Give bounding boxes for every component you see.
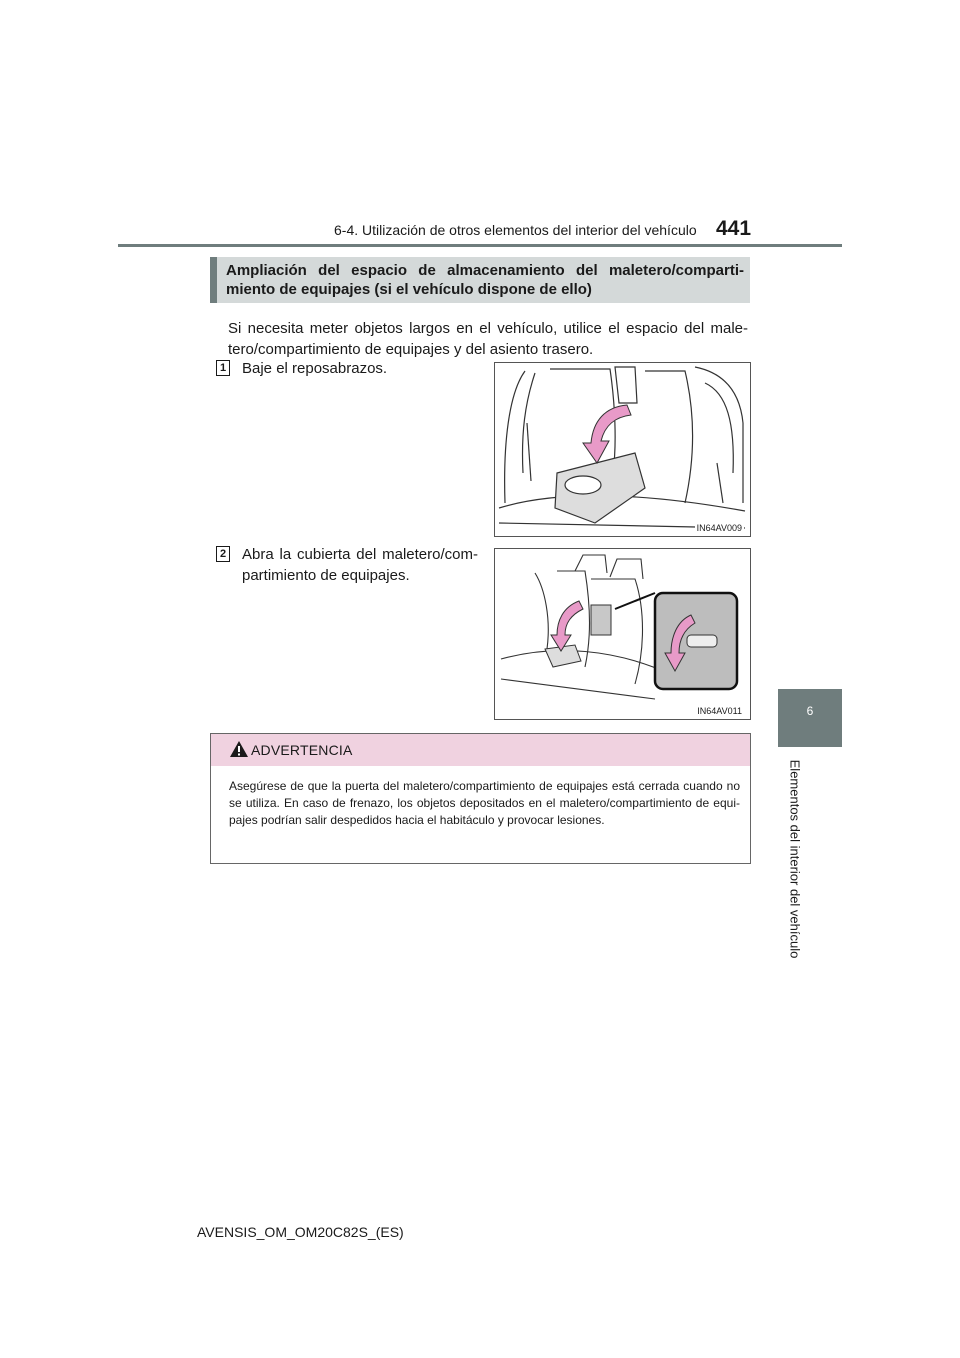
figure-armrest xyxy=(494,362,751,537)
step-2-number: 2 xyxy=(216,546,230,562)
footer-model-code: AVENSIS_OM_OM20C82S_(ES) xyxy=(197,1224,404,1240)
warning-title: ADVERTENCIA xyxy=(251,742,353,758)
chapter-title: Elementos del interior del vehículo xyxy=(787,759,803,959)
section-heading xyxy=(210,257,750,303)
intro-paragraph: Si necesita meter objetos largos en el vehículo, utilice el espacio del male- tero/compartimiento de equipajes y del asiento trasero. xyxy=(228,320,748,358)
running-header-section: 6-4. Utilización de otros elementos del interior del vehículo xyxy=(334,222,697,238)
section-heading-bar xyxy=(210,257,217,303)
warning-triangle-icon xyxy=(229,740,249,758)
page-number: 441 xyxy=(716,217,752,240)
rotate-down-arrow xyxy=(583,405,631,463)
detail-callout xyxy=(615,593,737,689)
trunk-cover-illustration xyxy=(495,549,750,719)
armrest-illustration xyxy=(495,363,750,536)
warning-header xyxy=(211,734,750,766)
warning-box xyxy=(210,733,751,864)
header-rule xyxy=(118,244,842,247)
step-1-text: Baje el reposabrazos. xyxy=(242,360,388,377)
chapter-title-vertical xyxy=(779,759,811,959)
step-1-number: 1 xyxy=(216,360,230,376)
figure-trunk-cover xyxy=(494,548,751,720)
armrest-shape xyxy=(555,453,645,523)
open-cover-arrow xyxy=(551,601,583,651)
figure-code-1: IN64AV009 xyxy=(696,523,742,533)
section-heading-text: Ampliación del espacio de almacenamiento del maletero/comparti- miento de equipajes (si el vehículo dispone de ello) xyxy=(226,262,744,298)
step-2-text: Abra la cubierta del maletero/com- partimiento de equipajes. xyxy=(242,546,478,584)
chapter-number: 6 xyxy=(806,704,814,718)
chapter-tab[interactable] xyxy=(778,689,842,747)
warning-body: Asegúrese de que la puerta del maletero/compartimiento de equipajes está cerrada cuando no se utiliza. En caso de frenazo, los objetos depositados en el maletero/compartimiento de equi- pajes podrían salir despedidos hacia el habitáculo y provocar lesiones. xyxy=(229,779,740,827)
figure-code-2: IN64AV011 xyxy=(697,706,742,716)
